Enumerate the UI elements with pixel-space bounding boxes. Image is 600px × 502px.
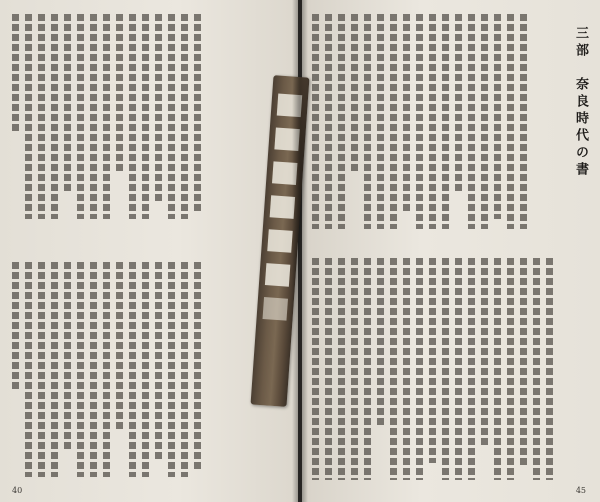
plaque-glyph bbox=[267, 229, 292, 253]
plaque-glyph bbox=[263, 297, 288, 321]
left-page bbox=[0, 0, 298, 502]
book-gutter bbox=[292, 0, 308, 502]
right-page-lower-text bbox=[312, 258, 553, 480]
left-page-upper-text bbox=[12, 14, 201, 219]
right-page bbox=[302, 0, 600, 502]
left-page-number: 40 bbox=[12, 486, 23, 495]
plaque-glyph bbox=[265, 263, 290, 287]
left-page-lower-text bbox=[12, 262, 201, 477]
right-page-number: 45 bbox=[575, 486, 586, 495]
right-page-upper-text bbox=[312, 14, 527, 229]
section-title: 三部 奈良時代の書 bbox=[573, 26, 588, 179]
